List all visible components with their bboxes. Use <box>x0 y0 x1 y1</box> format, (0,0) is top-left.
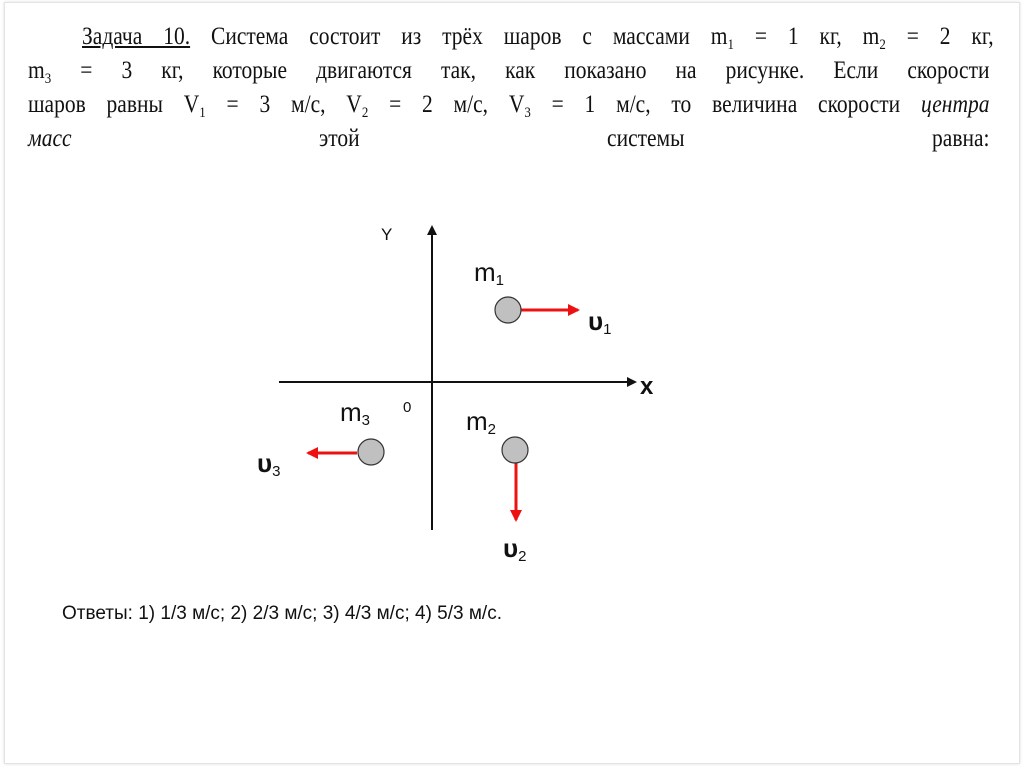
answer-options: Ответы: 1) 1/3 м/с; 2) 2/3 м/с; 3) 4/3 м/с; 4) 5/3 м/с. <box>62 603 502 624</box>
text: равна: <box>932 125 990 152</box>
label-m1: m1 <box>474 257 505 289</box>
origin-label: 0 <box>403 399 412 416</box>
label-v1: υ1 <box>588 306 612 338</box>
text: = 1 кг, m <box>733 23 880 50</box>
text: = 1 м/с, то величина скорости <box>530 91 921 118</box>
text: = 3 кг, которые двигаются так, как показано на рисунке. Если скорости <box>51 57 990 84</box>
text: = 2 м/с, V <box>368 91 525 118</box>
text-italic: центра <box>920 91 990 118</box>
text: = 2 кг, <box>885 23 994 50</box>
text: = 3 м/с, V <box>205 91 362 118</box>
text: шаров равны V <box>28 91 200 118</box>
label-v2: υ2 <box>503 533 527 565</box>
problem-title: Задача 10. <box>82 23 191 50</box>
subscript: 1 <box>199 105 206 121</box>
text: Система состоит из трёх шаров с массами m <box>190 23 728 50</box>
subscript: 1 <box>727 37 734 53</box>
x-axis-label: x <box>640 373 654 400</box>
label-m3: m3 <box>340 397 371 429</box>
text-italic: масс <box>28 125 72 152</box>
subscript: 2 <box>361 105 369 121</box>
subscript: 3 <box>44 71 52 87</box>
ball-m2 <box>502 437 528 463</box>
text: этой <box>318 125 360 152</box>
text: m <box>28 57 45 84</box>
label-m2: m2 <box>466 406 497 438</box>
ball-m1 <box>495 297 521 323</box>
y-axis-label: Y <box>381 225 393 244</box>
subscript: 2 <box>879 37 886 53</box>
text: системы <box>607 125 685 152</box>
ball-m3 <box>358 439 384 465</box>
label-v3: υ3 <box>257 448 281 480</box>
subscript: 3 <box>524 105 531 121</box>
